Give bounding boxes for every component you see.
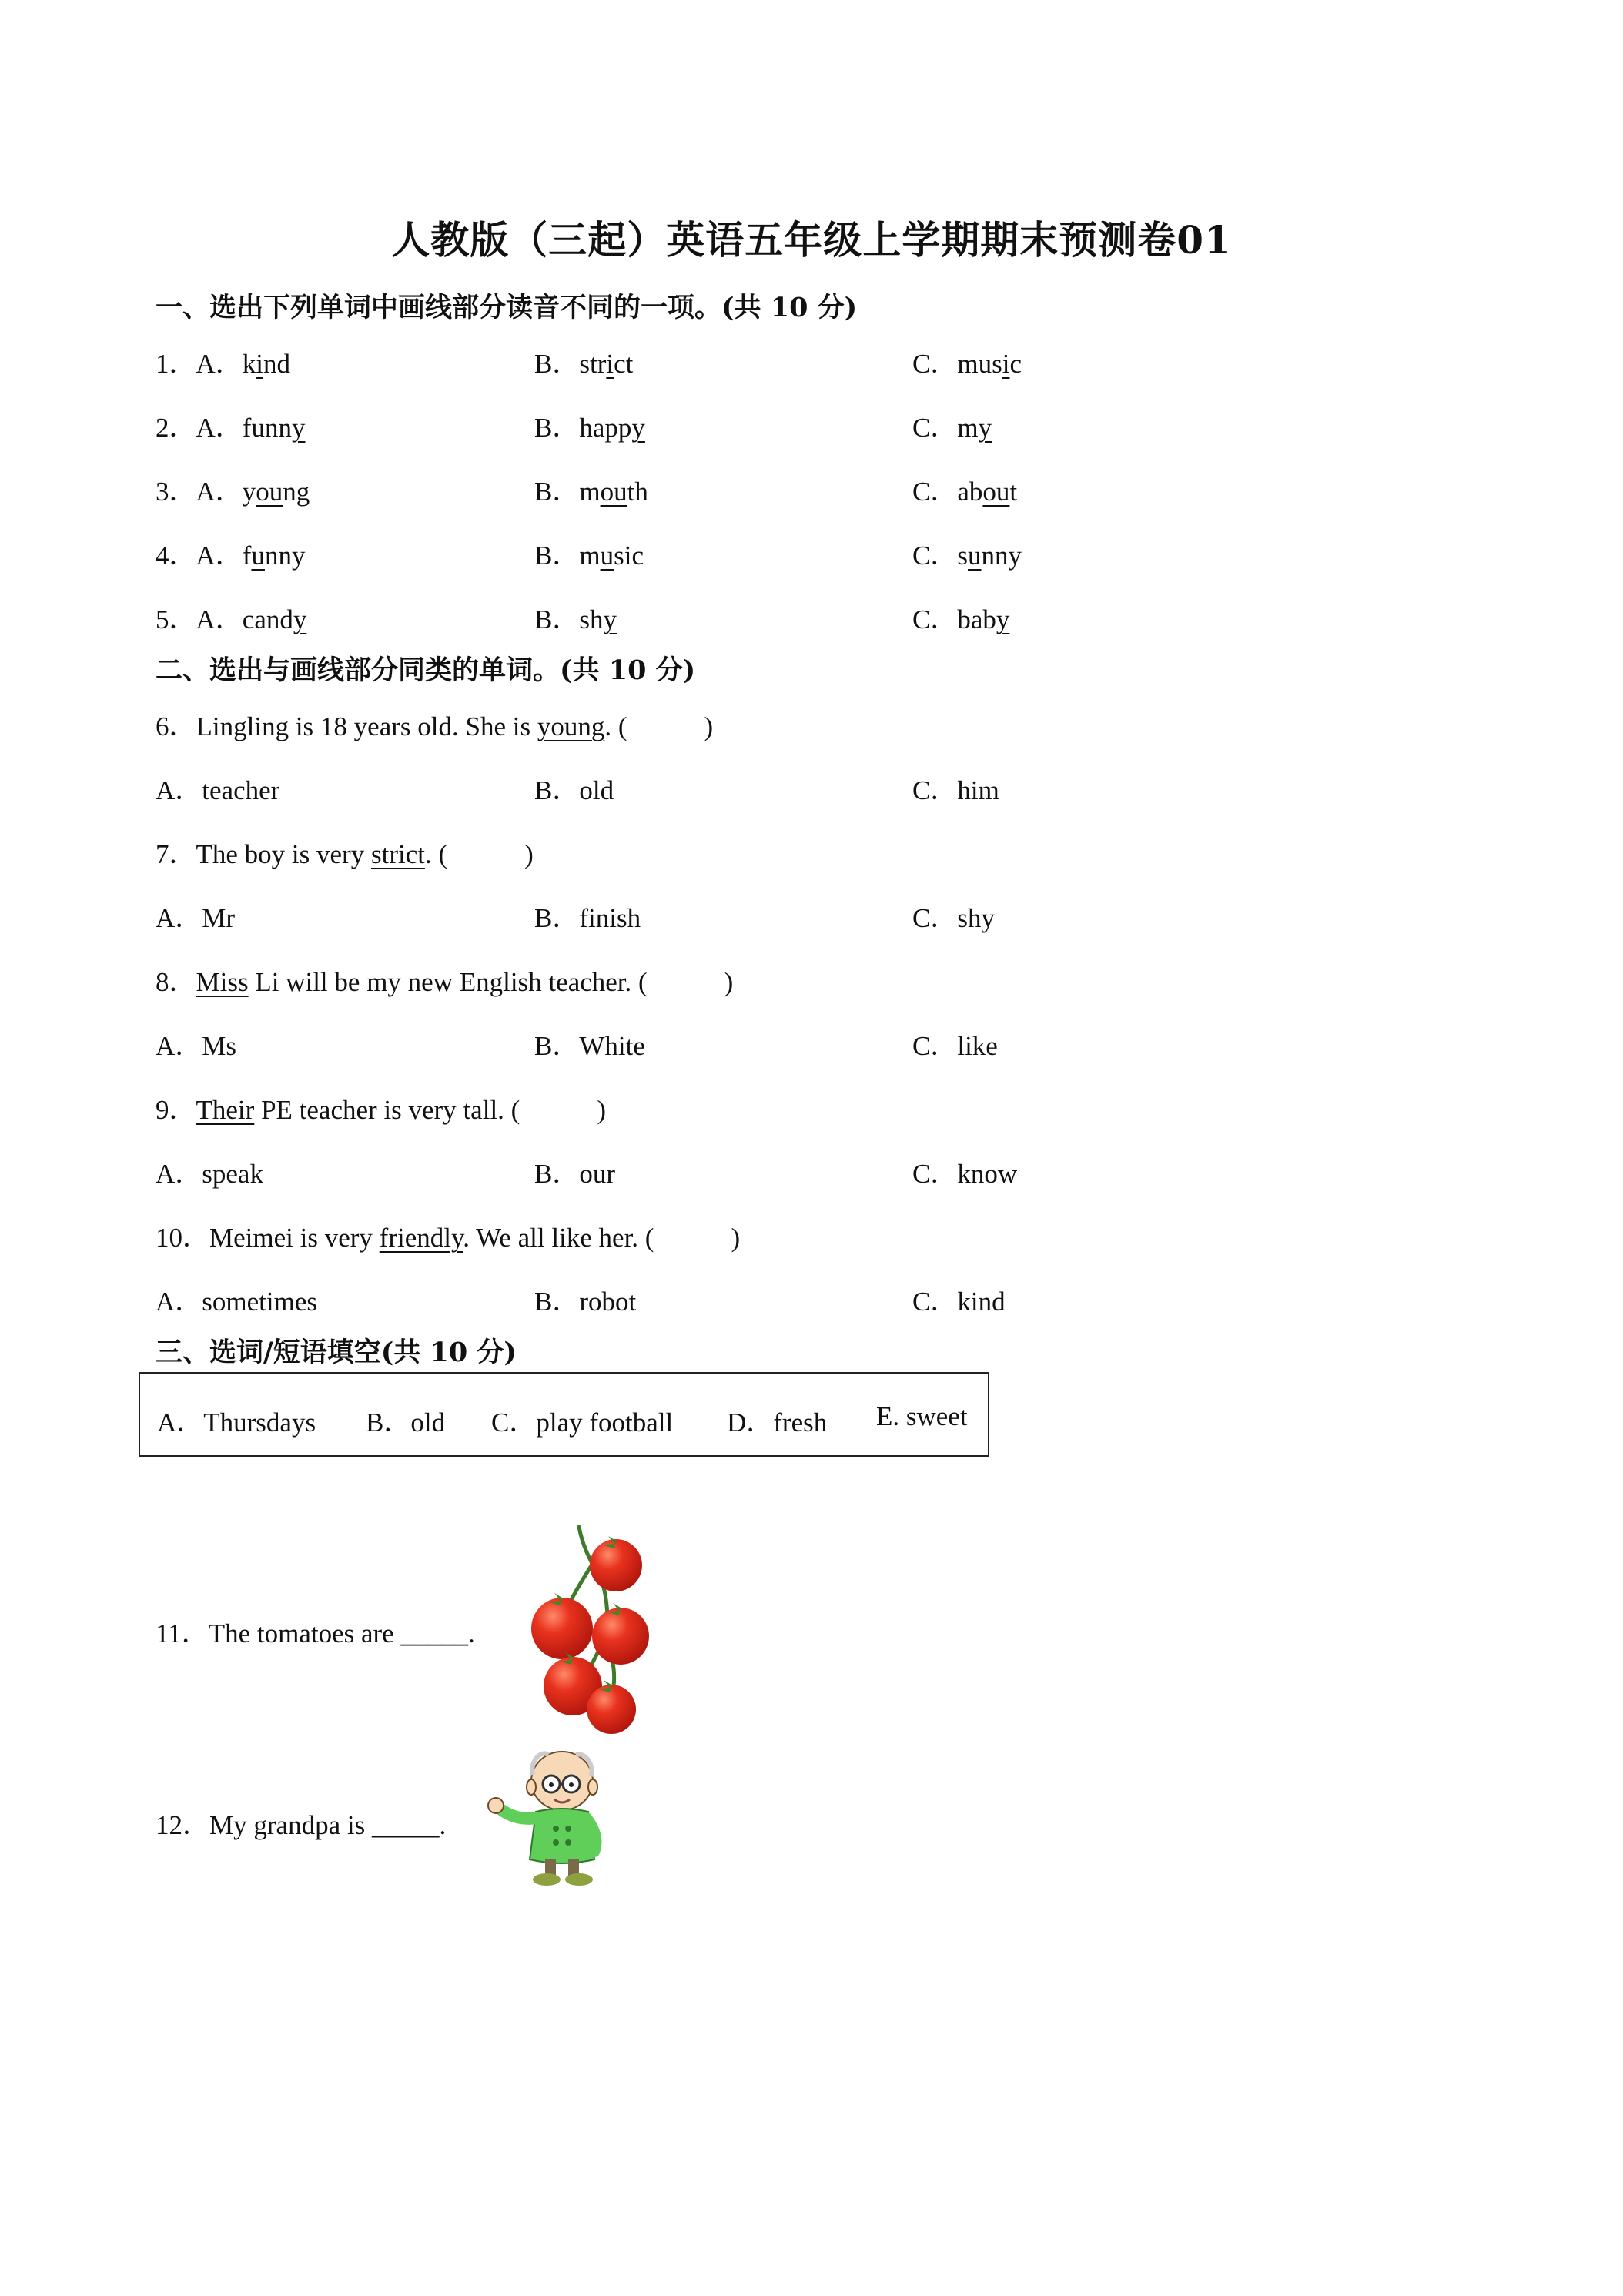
option-b: B．White xyxy=(534,1031,645,1061)
question-10: 10．Meimei is very friendly. We all like her. ( ) xyxy=(156,1223,741,1253)
question-row-4 xyxy=(0,534,1623,573)
question-row-3 xyxy=(0,470,1623,509)
option-c: C．kind xyxy=(912,1287,1006,1317)
option-a: A．teacher xyxy=(156,775,280,805)
options-8 xyxy=(0,1025,1623,1063)
question-8: 8．Miss Li will be my new English teacher. ( ) xyxy=(156,967,734,997)
section-2-heading: 二、选出与画线部分同类的单词。(共 10 分) xyxy=(156,654,696,686)
option-a: 3．A．young xyxy=(156,477,310,507)
option-c: C．about xyxy=(912,477,1018,507)
option-c: C．music xyxy=(912,349,1022,379)
option-a: 5．A．candy xyxy=(156,604,307,634)
question-row-1 xyxy=(0,343,1623,381)
section-3-heading: 三、选词/短语填空(共 10 分) xyxy=(156,1337,517,1368)
word-bank-item: B．old xyxy=(366,1407,446,1438)
question-7: 7．The boy is very strict. ( ) xyxy=(156,839,534,869)
question-row-5 xyxy=(0,598,1623,637)
option-c: C．sunny xyxy=(912,541,1022,571)
option-b: B．shy xyxy=(534,604,617,634)
options-10 xyxy=(0,1280,1623,1319)
option-c: C．him xyxy=(912,775,999,805)
word-bank-item: C．play football xyxy=(491,1407,674,1438)
option-a: A．sometimes xyxy=(156,1287,317,1317)
option-b: B．finish xyxy=(534,903,641,933)
grandpa-picture xyxy=(471,1744,625,1890)
option-a: A．Ms xyxy=(156,1031,237,1061)
option-b: B．our xyxy=(534,1159,616,1189)
question-row-2 xyxy=(0,407,1623,445)
options-6 xyxy=(0,769,1623,808)
question-6: 6．Lingling is 18 years old. She is young. ( ) xyxy=(156,711,714,741)
option-c: C．baby xyxy=(912,604,1010,634)
question-9: 9．Their PE teacher is very tall. ( ) xyxy=(156,1095,606,1125)
option-c: C．know xyxy=(912,1159,1018,1189)
option-b: B．mouth xyxy=(534,477,648,507)
option-a: 2．A．funny xyxy=(156,413,306,443)
option-a: 1．A．kind xyxy=(156,349,291,379)
option-a: A．speak xyxy=(156,1159,263,1189)
option-a: 4．A．funny xyxy=(156,541,306,571)
question-12: 12．My grandpa is _____. xyxy=(156,1810,447,1840)
options-7 xyxy=(0,897,1623,935)
option-b: B．music xyxy=(534,541,644,571)
word-bank-item: D．fresh xyxy=(727,1407,828,1438)
option-b: B．robot xyxy=(534,1287,637,1317)
option-b: B．old xyxy=(534,775,614,805)
question-11: 11．The tomatoes are _____. xyxy=(156,1618,475,1648)
option-c: C．like xyxy=(912,1031,998,1061)
option-a: A．Mr xyxy=(156,903,236,933)
tomatoes-picture xyxy=(517,1521,664,1736)
option-c: C．shy xyxy=(912,903,995,933)
section-1-heading: 一、选出下列单词中画线部分读音不同的一项。(共 10 分) xyxy=(156,292,858,323)
option-b: B．strict xyxy=(534,349,634,379)
option-b: B．happy xyxy=(534,413,645,443)
word-bank-item: A．Thursdays xyxy=(157,1407,316,1438)
page-title: 人教版（三起）英语五年级上学期期末预测卷01 xyxy=(391,217,1232,263)
word-bank-item: E. sweet xyxy=(876,1401,968,1431)
options-9 xyxy=(0,1153,1623,1191)
word-bank-box xyxy=(139,1372,989,1457)
option-c: C．my xyxy=(912,413,992,443)
